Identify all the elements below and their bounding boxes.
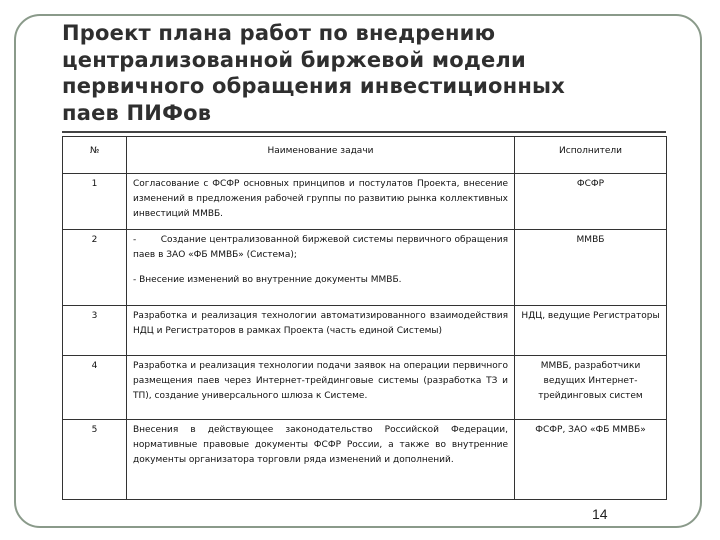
page-number: 14: [592, 506, 608, 522]
row-number: 2: [63, 230, 127, 306]
row-task: Разработка и реализация технологии подачи заявок на операции первичного размещения паев через Интернет-трейдинговые системы (разработка ТЗ и ТП), создание универсального шлюза к Системе.: [127, 356, 515, 420]
header-task: Наименование задачи: [127, 137, 515, 174]
table-row: [63, 230, 667, 306]
slide-title: [62, 20, 662, 126]
row-task: [127, 230, 515, 306]
table-row: [63, 174, 667, 230]
table-header-row: [63, 137, 667, 174]
header-executors: Исполнители: [515, 137, 667, 174]
row-task: Внесения в действующее законодательство Российской Федерации, нормативные правовые документы ФСФР России, а также во внутренние документы организатора торговли ряда изменений и дополнений.: [127, 420, 515, 500]
header-number: №: [63, 137, 127, 174]
row-executors: ММВБ, разработчики ведущих Интернет-трейдинговых систем: [515, 356, 667, 420]
row-number: 1: [63, 174, 127, 230]
row-executors: ФСФР: [515, 174, 667, 230]
row-number: 4: [63, 356, 127, 420]
title-line-2: централизованной биржевой модели: [62, 47, 526, 72]
title-line-4: паев ПИФов: [62, 100, 212, 125]
row-number: 3: [63, 306, 127, 356]
row-number: 5: [63, 420, 127, 500]
row-task-sub: - Внесение изменений во внутренние документы ММВБ.: [133, 275, 402, 285]
title-underline: [62, 131, 666, 133]
table-row: [63, 306, 667, 356]
table-row: [63, 356, 667, 420]
title-line-1: Проект плана работ по внедрению: [62, 21, 496, 45]
table-row: [63, 420, 667, 500]
title-line-3: первичного обращения инвестиционных: [62, 74, 565, 98]
work-plan-table: [62, 136, 667, 500]
row-executors: ММВБ: [515, 230, 667, 306]
row-task: Разработка и реализация технологии автоматизированного взаимодействия НДЦ и Регистраторов в рамках Проекта (часть единой Системы): [127, 306, 515, 356]
row-executors: НДЦ, ведущие Регистраторы: [515, 306, 667, 356]
row-executors: ФСФР, ЗАО «ФБ ММВБ»: [515, 420, 667, 500]
row-task: Согласование с ФСФР основных принципов и постулатов Проекта, внесение изменений в предложения рабочей группы по развитию рынка коллективных инвестиций ММВБ.: [127, 174, 515, 230]
row-task-main: - Создание централизованной биржевой системы первичного обращения паев в ЗАО «ФБ ММВБ» (Система);: [133, 235, 511, 260]
